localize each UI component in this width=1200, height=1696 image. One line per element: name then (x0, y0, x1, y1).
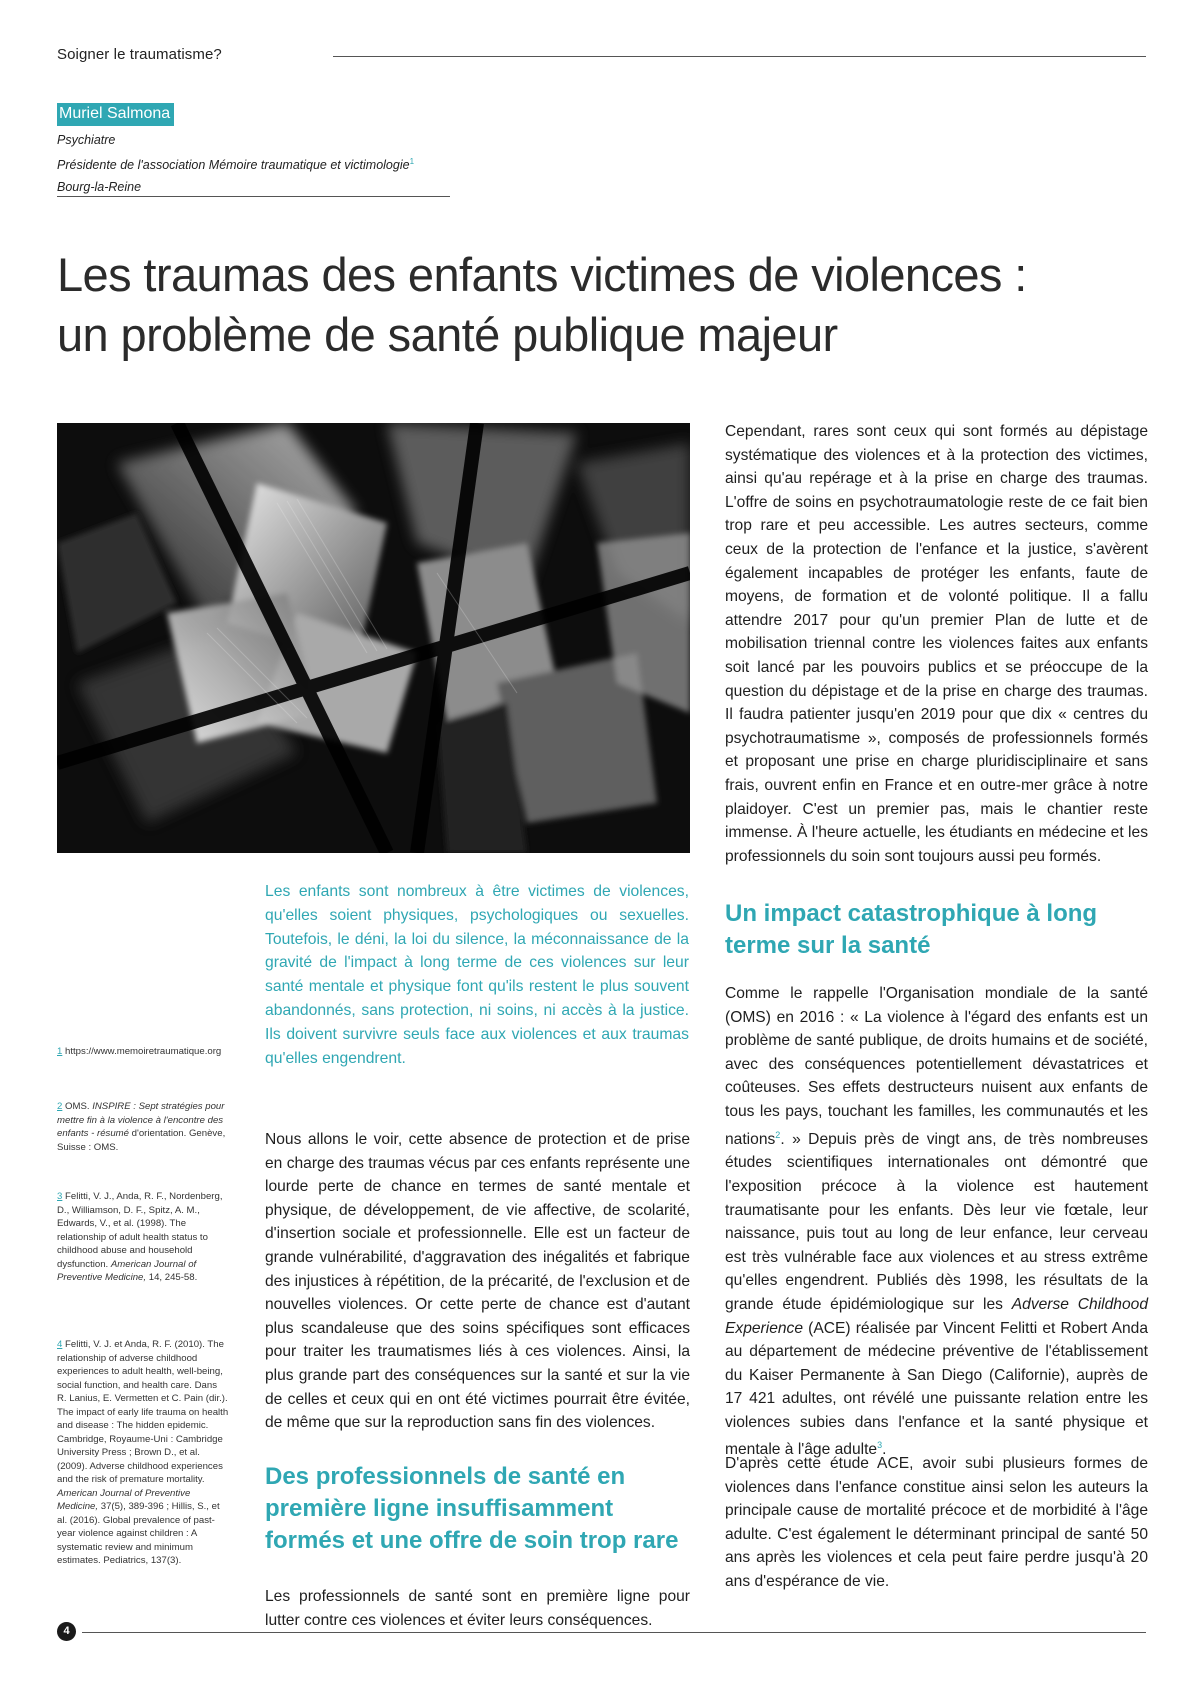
footnote-ref[interactable]: 1 (409, 157, 415, 166)
body-paragraph-1: Nous allons le voir, cette absence de protection et de prise en charge des traumas vécus par ces enfants représente une lourde perte de chance en termes de santé mentale et physique, de développement, de vie affective, de scolarité, d'insertion sociale et professionnelle. Elle est un facteur de grande vulnérabilité, d'aggravation des inégalités et fabrique des injustices à répétition, de la précarité, de l'exclusion et de nouvelles violences. Or cette perte de chance est d'autant plus scandaleuse que des soins spécifiques sont efficaces pour traiter les traumatismes liés à ces violences. Ainsi, la plus grande part des conséquences sur la santé et sur la vie de celles et ceux qui en ont été victimes pourrait être évitée, de même que sur la reproduction sans fin des violences. (265, 1131, 690, 1432)
footer-rule (82, 1632, 1146, 1633)
title-line-2: un problème de santé publique majeur (57, 308, 838, 361)
page-number: 4 (57, 1622, 76, 1641)
abstract-photo-image (57, 423, 690, 853)
body-paragraph-4: Comme le rappelle l'Organisation mondiale de la santé (OMS) en 2016 : « La violence à l'égard des enfants est un problème de santé publique, de droits humains et de société, avec des conséquences potentiellement dévastatrices et coûteuses. Ses effets destructeurs nuisent aux enfants de tous les pays, touchant les familles, les communautés et les nations$^2$. » Depuis près de vingt ans, de très nombreuses études scientifiques internationales ont démontré que l'exposition précoce à la violence est hautement traumatisante pour les enfants. Dès leur vie fœtale, leur naissance, puis tout au long de leur enfance, leur cerveau est très vulnérable face aux violences et au stress extrême qu'elles engendrent. Publiés dès 1998, les résultats de la grande étude épidémiologique sur les Adverse Childhood Experience (ACE) réalisée par Vincent Felitti et Robert Anda au département de médecine préventive de l'établissement du Kaiser Permanente à San Diego (Californie), auprès de 17 421 adultes, ont révélé une puissante relation entre les violences subies dans l'enfance et la santé physique et mentale à l'âge adulte$^3$. (725, 985, 1148, 1459)
author-block (57, 103, 450, 195)
footnote-1: 1 https://www.memoiretraumatique.org (57, 1046, 222, 1057)
title-line-1: Les traumas des enfants victimes de violences : (57, 248, 1027, 301)
body-paragraph-2: Les professionnels de santé sont en première ligne pour lutter contre ces violences et éviter leurs conséquences. (265, 1588, 690, 1629)
section-heading-professionnels: Des professionnels de santé en première ligne insuffisamment formés et une offre de soin trop rare (265, 1463, 679, 1554)
running-head: Soigner le traumatisme? (57, 46, 222, 63)
body-paragraph-3: Cependant, rares sont ceux qui sont formés au dépistage systématique des violences et à la protection des victimes, ainsi qu'au repérage et à la prise en charge des traumas. L'offre de soins en psychotraumatologie reste de ce fait bien trop rare et peu accessible. Les autres secteurs, comme ceux de la protection de l'enfance et la justice, s'avèrent également incapables de protéger les enfants, faute de moyens, de formation et de volonté politique. Il a fallu attendre 2017 pour qu'un premier Plan de lutte et de mobilisation triennal contre les violences faites aux enfants soit lancé par les pouvoirs publics et se préoccupe de la question du dépistage et de la prise en charge des traumas. Il faudra patienter jusqu'en 2019 pour que dix « centres du psychotraumatisme », composés de professionnels formés et proposant une prise en charge pluridisciplinaire et sans frais, ouvrent enfin en France et en outre-mer grâce à notre plaidoyer. C'est un premier pas, mais le chantier reste immense. À l'heure actuelle, les étudiants en médecine et les professionnels du soin sont toujours aussi peu formés. (725, 423, 1148, 865)
footnote-4: 4 Felitti, V. J. et Anda, R. F. (2010). The relationship of adverse childhood experiences to adult health, well-being, social function, and health care. Dans R. Lanius, E. Vermetten et C. Pain (dir.). The impact of early life trauma on health and disease : The hidden epidemic. Cambridge, Royaume-Uni : Cambridge University Press ; Brown D., et al. (2009). Adverse childhood experiences and the risk of premature mortality. American Journal of Preventive Medicine, 37(5), 389-396 ; Hillis, S., et al. (2016). Global prevalence of past-year violence against children : A systematic review and minimum estimates. Pediatrics, 137(3). (57, 1339, 229, 1566)
footnote-ref[interactable]: 3 (877, 1440, 883, 1451)
footnote-link[interactable]: https://www.memoiretraumatique.org (65, 1046, 222, 1057)
author-rule (57, 196, 450, 197)
author-role: Psychiatre (57, 133, 116, 147)
footnote-2: 2 OMS. INSPIRE : Sept stratégies pour mettre fin à la violence à l'encontre des enfants - résumé d'orientation. Genève, Suisse : OMS. (57, 1101, 226, 1153)
header-rule (333, 56, 1146, 57)
footnote-3: 3 Felitti, V. J., Anda, R. F., Nordenberg, D., Williamson, D. F., Spitz, A. M., Edwards, V., et al. (1998). The relationship of adult health status to childhood abuse and household dysfunction. American Journal of Preventive Medicine, 14, 245-58. (57, 1191, 223, 1283)
body-paragraph-5: D'après cette étude ACE, avoir subi plusieurs formes de violences dans l'enfance constitue ainsi selon les auteurs la principale cause de mortalité précoce et de morbidité à l'âge adulte. C'est également le déterminant principal de santé 50 ans après les violences et cela peut faire perdre jusqu'à 20 ans d'espérance de vie. (725, 1455, 1148, 1590)
footnote-ref[interactable]: 2 (775, 1129, 781, 1140)
author-name: Muriel Salmona (57, 103, 174, 126)
article-photo (57, 423, 690, 853)
section-heading-impact: Un impact catastrophique à long terme sur la santé (725, 900, 1098, 959)
article-lead: Les enfants sont nombreux à être victimes de violences, qu'elles soient physiques, psychologiques ou sexuelles. Toutefois, le déni, la loi du silence, la méconnaissance de la gravité de l'impact à long terme de ces violences sur leur santé mentale et physique font qu'ils restent le plus souvent abandonnés, sans protection, ni soins, ni accès à la justice. Ils doivent survivre seuls face aux violences et aux traumas qu'elles engendrent. (265, 883, 689, 1067)
author-city: Bourg-la-Reine (57, 180, 142, 195)
article-title (57, 245, 1167, 365)
author-affiliation: Présidente de l'association Mémoire traumatique et victimologie$^1$ (57, 157, 415, 173)
